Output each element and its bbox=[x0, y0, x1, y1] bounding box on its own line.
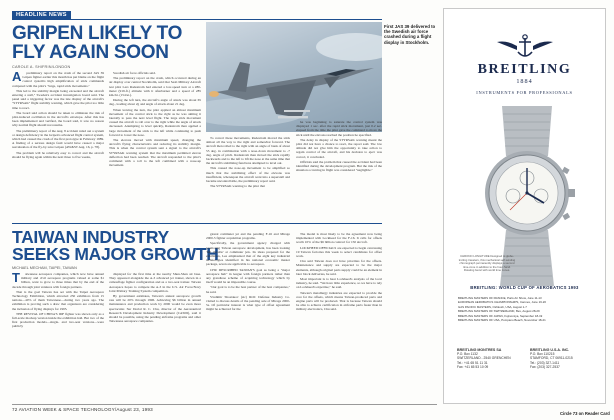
gripen-dropcap: A bbox=[12, 71, 22, 84]
gripen-paragraph: The elevons moved with maximum speed, changing the aircraft's flying characteristics and reducing its stability margin. This is when the control system sent a signal to the aircraft's STYRSAK warning system that the maximum permitted elevon deflection had been reached. The aircraft responded to the pilot's command with a roll to the left combined with a nose-up movement. bbox=[109, 138, 201, 168]
photo-caption: First JAS 39 delivered to the Swedish air force crashed during a flight display in Stockholm. bbox=[384, 24, 436, 45]
taiwan-paragraph: aiwanese aerospace companies, which now have annual military and civil aerospace programs valued at some $1 billion, want to grow to three times that by the end of the decade through joint ventures with foreign partners. bbox=[12, 272, 104, 289]
taiwan-headline: TAIWAN INDUSTRY SEEKS MAJOR GROWTH bbox=[12, 227, 219, 264]
office-switzerland bbox=[457, 348, 527, 369]
gripen-paragraph: Officials said the problem that caused the accident had been identified during the development program. But the risk of the situation occurring in flight was considered "negligible." bbox=[296, 159, 382, 173]
taiwan-column-1 bbox=[12, 272, 104, 402]
gripen-column-1 bbox=[12, 71, 104, 221]
taiwan-paragraph: THE REVIVAL OF CHINA'S IDF fighter was shown only as a full-scale mockup version inside the exhibition hall. But two of the first production models—single- and two-seat versions—were publicly bbox=[12, 311, 104, 329]
gripen-paragraph: When leaving the turn, the pilot applied an almost maximum movement of the control stick to the right as he was aiming it laterally to pass the next level flight. The large stick movement caused the aircraft to roll over to the right while the angle of attack decreased. Attempting to level quickly, Radestrom then applied a large movement of the stick to the left while continuing to push forward to lower the nose. bbox=[109, 107, 201, 137]
taiwan-paragraph: That is the goal Taiwan has set with the Taipei Aerospace Technology Exhibition, which attracted 230 exhibitors from 15 nations—40% of them Taiwanese—during two years ago. The exhibition is proving such a draw that organizers are considering the inclusion of flying displays for 1995. bbox=[12, 289, 104, 311]
reader-card-note: Circle 73 on Reader Card bbox=[560, 411, 610, 416]
office-line: STAMFORD, CT 06911-0215 bbox=[530, 356, 573, 361]
event-item: BREITLING MASTERS OF SWITZERLAND, Bex, August 28-29 bbox=[458, 309, 540, 314]
event-list bbox=[458, 296, 593, 322]
office-line: P.O. Box 1132 bbox=[457, 352, 478, 357]
office-line: P.O. Box 110215 bbox=[530, 352, 555, 357]
taiwan-paragraph: By government estimates, Taiwan's annual aerospace growth rate will be 20% through 1996. Achieving $6 billion in annual maintenance and production work by 2000 would be even more spectacular. Sur Dorial R. C. Chu, director of the Aeronautical Research Development Industry Development (CASID), said it should be possible, using the pending airframe programs and other Taiwanese aerospace companies. bbox=[109, 294, 201, 324]
taiwan-paragraph: displayed for the first time at the nearby Shun-Shan air base. They appeared alongside the A-3 advanced jet trainer, shown in a camouflage fighter configuration and as a two-seat trainer. Taiwan Aerospace hopes to compete the A-3 in the U.S. Air Force/Navy Joint Primary Training System competition. bbox=[109, 272, 201, 293]
gripen-paragraph: The board said action should be taken to eliminate the risk of pilot-induced oscillation in the aircraft's envelope. After this has been implemented and verified, the board said, it saw no reason why normal flight should not resume. bbox=[12, 110, 104, 128]
gripen-paragraph: To correct these movements, Radestrom moved the stick almost all the way to the right and somewhat forward. The aircraft then rolled to the right with an angle of bank of about 55 deg. in combination with a nose-down movement to -7 deg. angle of pitch. Radestrom then moved the stick rapidly backwards and to the left to lift the nose at the same time that the aircraft's stabilizing functions attempted to level out. bbox=[206, 136, 290, 166]
gripen-paragraph: This caused the nose-up movement to be amplified so much that the stabilizing effect of the elevons was insufficient, whereupon the aircraft went into a superstall and became uncontrollable, the preliminary report said. bbox=[206, 166, 290, 184]
office-name: BREITLING U.S.A. INC. bbox=[530, 348, 570, 352]
gripen-paragraph: During the left turn, the aircraft's angle of attack was about 65 deg., loading about 2g and angle of attack about 21 deg. bbox=[109, 98, 201, 107]
office-line: Tel.: (203) 327-1411 bbox=[530, 360, 560, 365]
office-line: Fax: +41 65 53 10 09 bbox=[457, 364, 489, 369]
taiwan-paragraph: Specifically, the government agency charged with promoting Taiwan aerospace development, has been looking 'full throttle' at commuter jets. Its ideas prepared for the exhibition, Lee emphasized that of the eight key industrial technologies identified in his national economic master package, seven are applicable to aerospace. bbox=[206, 241, 290, 267]
gripen-paragraph: Swedish air force officials said. bbox=[113, 71, 156, 75]
gripen-paragraph: The preliminary report of the Aug. 8 accident ruled out a system or design deficiency in the Gripen's advanced flight control system, which had caused the crash of the first prototype in February 1989. A finding of a serious design fault would have caused a major reevaluation of the fly-by-wire Gripen (AW&ST Aug. 16, p. 78). bbox=[12, 128, 104, 150]
event-item: BREITLING MASTERS OF USA, Pompano Beach, November 18-21 bbox=[458, 318, 546, 323]
brand-name: BREITLING bbox=[477, 62, 572, 77]
taiwan-column-2 bbox=[109, 272, 201, 402]
taiwan-paragraph: "Our goal is to be the best partner of the best companies," he said. bbox=[206, 285, 290, 294]
event-item: EUROPEAN AEROBATICS CHAMPIONSHIPS, Cannes, June 16-20 bbox=[458, 300, 546, 305]
gripen-jet-photo bbox=[206, 22, 382, 132]
gripen-paragraph: The problem will be relatively easy to correct and the aircraft should be flying again within the next three to five weeks, bbox=[12, 150, 104, 159]
office-line: SWITZERLAND - 2540 GRENCHEN bbox=[457, 356, 511, 361]
section-label: HEADLINE NEWS bbox=[12, 11, 71, 19]
taiwan-paragraph: Chu said Taiwan does not have priorities for the offsets. Maintenance and supply are expected to be the major elements, although original parts supply could be an element in later block deliveries, he said. bbox=[296, 259, 382, 276]
taiwan-paragraph: Vladimir Shostakov (sic) ROC Defense Industry Co. visited to discuss details of the pending sale of Mirage 2000-5s. Of particular interest is what type of offset agreement might be achieved for the bbox=[206, 294, 290, 312]
taiwan-byline: MICHAEL MECHAM, TAIPEI, TAIWAN bbox=[12, 266, 77, 270]
gripen-headline: GRIPEN LIKELY TO FLY AGAIN SOON bbox=[12, 23, 183, 63]
world-cup-title: BREITLING: WORLD CUP OF AEROBATICS 1993 bbox=[470, 285, 579, 290]
office-name: BREITLING MONTRES SA bbox=[457, 348, 502, 352]
office-line: Fax: (203) 327-2537 bbox=[530, 364, 560, 369]
section-rule bbox=[12, 19, 382, 20]
page-folio: 72 AVIATION WEEK & SPACE TECHNOLOGY/August 23, 1993 bbox=[12, 407, 153, 412]
taiwan-paragraph: gional commuter jet and the pending F-16 and Mirage 2000-5 fighter acquisition programs. bbox=[206, 232, 290, 241]
gripen-byline: CAROLE A. SHIFRIN/LONDON bbox=[12, 65, 71, 69]
gripen-column-4 bbox=[296, 120, 382, 222]
taiwan-paragraph: LOCKHEED OFFICIALS are expected to begin canvassing 19 Taiwan factories this week to select candidates for offset work. bbox=[296, 245, 382, 259]
brand-tagline: INSTRUMENTS FOR PROFESSIONALS bbox=[476, 90, 573, 95]
gripen-paragraph: This led to the stability margin being exceeded and the aircraft entering a stall," Sweden's accident investigation board said. The panel said a triggering factor was the late display of the aircraft's "STYRSAK" flight stability warning, which gave the pilot too little time to react. bbox=[12, 88, 104, 110]
event-item: GAS PACIFIC MASTERS, Oshkosh, USA, August 1-7 bbox=[458, 304, 527, 309]
office-usa bbox=[530, 348, 600, 369]
event-item: BREITLING MASTERS OF FRANCE, Paris Air Show, June 11-13 bbox=[458, 296, 542, 300]
taiwan-paragraph: Most important is to hear Lockheed's analysis of the local industry, he said. "We have little experience, so we have to rely on Lockheed's expertise," he said. bbox=[296, 277, 382, 290]
taiwan-paragraph: Taiwan's metallurgy industries are expected to provide the core for the offsets, which means Taiwan-produced parts and engine parts will be produced. That is because Taiwan should be able to achieve certification in airframe parts faster than in military electronics, Chu said. bbox=[296, 290, 382, 312]
breitling-anchor-wings-logo bbox=[495, 32, 555, 62]
taiwan-column-4 bbox=[296, 232, 382, 402]
watch-caption: CHRONO LONGITUDE Designed to globe-trotting travelers, this mechanical self-winding chronograph permanently displays a second time-zone in addition to the hour-hand. Rotating bezel with world time zones. bbox=[458, 254, 516, 272]
gripen-paragraph: he was beginning to saturate the control system was displayed 1 sec. after the rapid stick movement, just 0.2 sec. elapsed from the time the pilot gave the command to move the stick until the elevons reached the position he specified. bbox=[296, 120, 382, 137]
brand-year: 1884 bbox=[516, 78, 533, 85]
office-line: Tel.: +41 65 51 11 31 bbox=[457, 360, 488, 365]
gripen-paragraph: The STYRSAK warning to the pilot that bbox=[210, 184, 265, 189]
taiwan-dropcap: T bbox=[12, 272, 20, 285]
footer-rule bbox=[12, 404, 437, 405]
taiwan-paragraph: CHU DESCRIBED TAIWAN'S goal as being a "major aerospace hub" in league with foreign partners rather than any grandiose scheme of acquiring technology which by itself would be an impossible course. bbox=[206, 267, 290, 285]
taiwan-column-3 bbox=[206, 232, 290, 402]
gripen-column-3 bbox=[206, 136, 290, 222]
taiwan-paragraph: The model is most likely to be the agreement now being implemented with Lockheed for the F-16. It calls for offsets worth 10% of the $6 billion contract for 150 aircraft. bbox=[296, 232, 382, 245]
gripen-paragraph: The delay in display of the STYRSAK warning meant the pilot did not have a chance to react, the report said. The low altitude did not give him the opportunity to take action to regain control of the aircraft, and his decision to eject was correct, it concluded. bbox=[296, 137, 382, 159]
gripen-paragraph: preliminary report on the crash of the second JAS 39 Gripen fighter earlier this month has put blame on the flight control system's high amplification of stick commands compared with the pilot's "large, rapid stick movements." bbox=[12, 71, 104, 88]
gripen-paragraph: The preliminary report on the crash, which occurred during an air display over central Stockholm, said that Saab Military Aircraft test pilot Lars Radestrom had entered a low-speed turn at a 280-meter (919-ft.) altitude with it afterburner and a speed of 285 km./hr. (154 kt.). bbox=[109, 76, 201, 98]
event-item: BREITLING MASTERS OF JAPAN, Fujinomiya, September 18-19 bbox=[458, 313, 543, 318]
gripen-column-2 bbox=[109, 71, 201, 221]
article-divider bbox=[12, 223, 382, 224]
jet-illustration bbox=[206, 22, 382, 132]
